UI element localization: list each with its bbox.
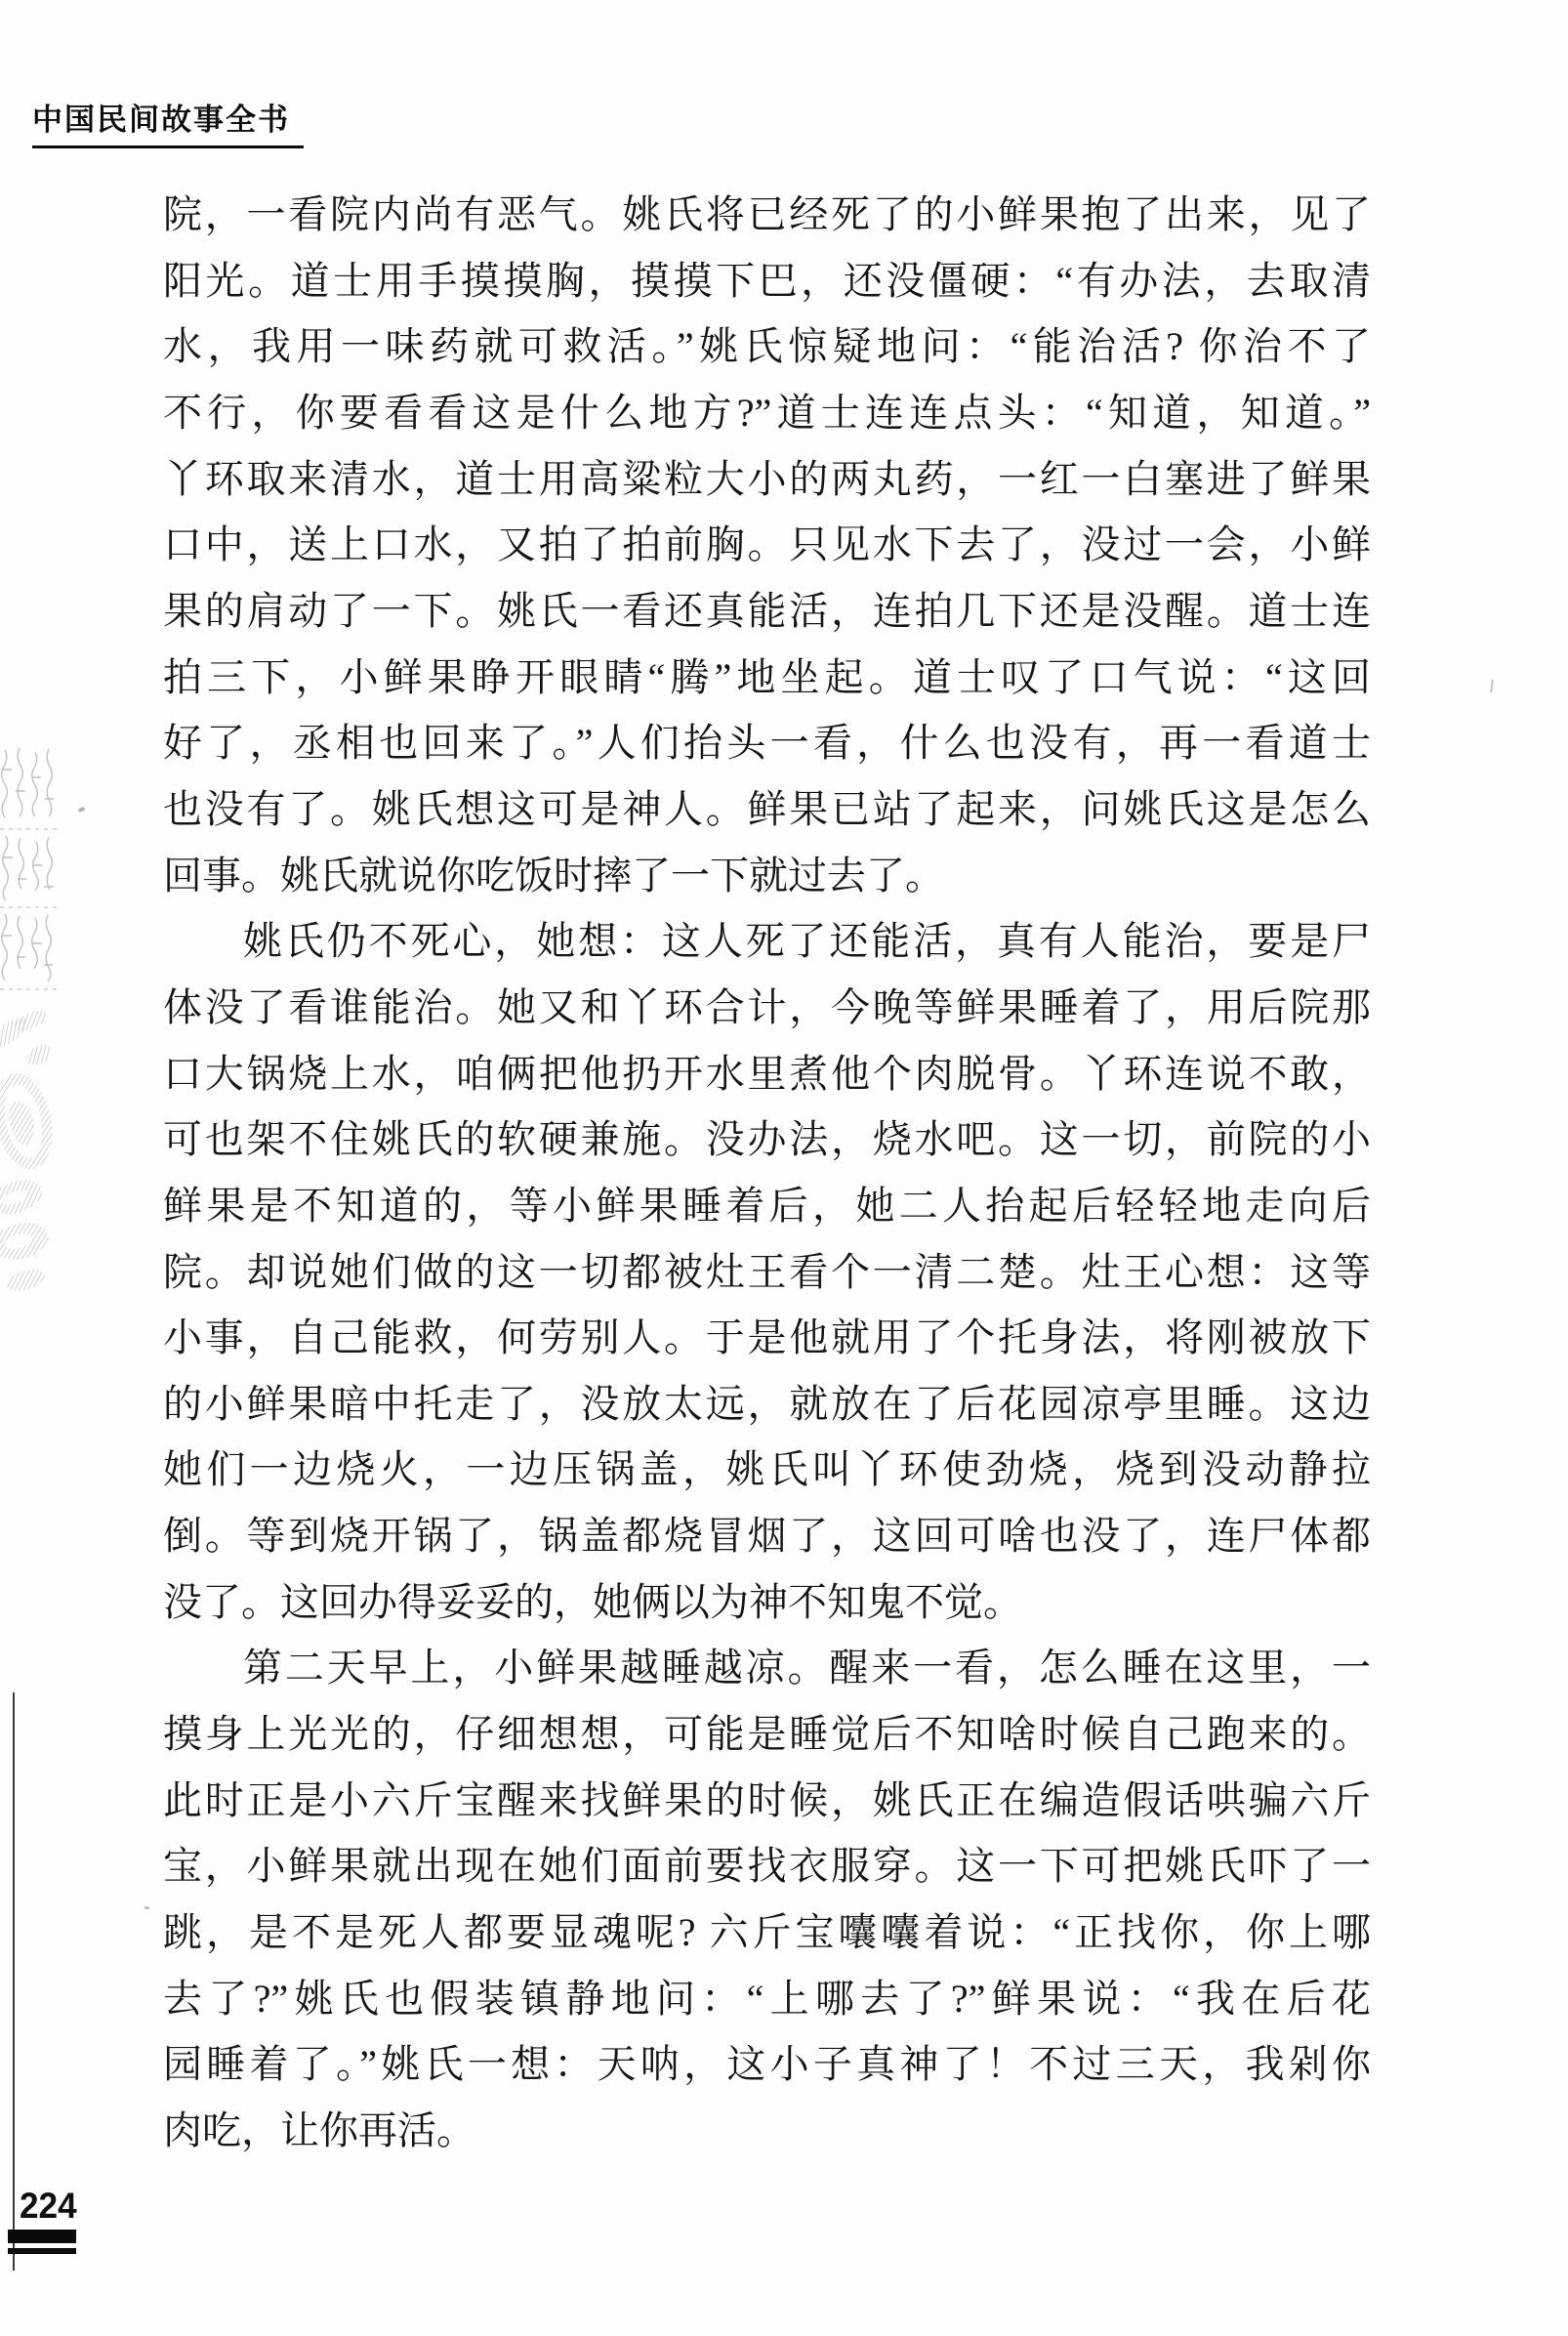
story-line: 她们一边烧火，一边压锅盖，姚氏叫丫环使劲烧，烧到没动静拉	[163, 1447, 1371, 1492]
story-line: 宝，小鲜果就出现在她们面前要找衣服穿。这一下可把姚氏吓了一	[163, 1844, 1371, 1889]
story-line: 此时正是小六斤宝醒来找鲜果的时候，姚氏正在编造假话哄骗六斤	[163, 1777, 1371, 1822]
story-line: 拍三下，小鲜果睁开眼睛“腾”地坐起。道士叹了口气说：“这回	[163, 654, 1371, 699]
story-line: 院，一看院内尚有恶气。姚氏将已经死了的小鲜果抱了出来，见了	[163, 192, 1371, 236]
story-line: 的小鲜果暗中托走了，没放太远，就放在了后花园凉亭里睡。这边	[163, 1381, 1371, 1426]
story-line: 口中，送上口水，又拍了拍前胸。只见水下去了，没过一会，小鲜	[163, 522, 1371, 567]
page-edge-line	[13, 1692, 15, 2271]
story-line: 丫环取来清水，道士用高粱粒大小的两丸药，一红一白塞进了鲜果	[163, 456, 1371, 501]
story-line: 肉吃，让你再活。	[163, 2108, 475, 2153]
footer-rule-thick	[8, 2230, 76, 2243]
story-line: 也没有了。姚氏想这可是神人。鲜果已站了起来，问姚氏这是怎么	[163, 786, 1371, 831]
story-line: 小事，自己能救，何劳别人。于是他就用了个托身法，将刚被放下	[163, 1315, 1371, 1360]
story-line: 不行，你要看看这是什么地方?”道士连连点头：“知道，知道。”	[163, 390, 1371, 435]
story-line: 去了?”姚氏也假装镇静地问：“上哪去了?”鲜果说：“我在后花	[163, 1976, 1371, 2021]
story-line: 第二天早上，小鲜果越睡越凉。醒来一看，怎么睡在这里，一	[243, 1646, 1371, 1690]
story-line: 院。却说她们做的这一切都被灶王看个一清二楚。灶王心想：这等	[163, 1249, 1371, 1294]
story-line: 好了，丞相也回来了。”人们抬头一看，什么也没有，再一看道士	[163, 721, 1371, 766]
story-line: 摸身上光光的，仔细想想，可能是睡觉后不知啥时候自己跑来的。	[163, 1712, 1371, 1757]
ink-speck	[144, 1905, 150, 1909]
book-title: 中国民间故事全书	[32, 95, 304, 148]
story-line: 回事。姚氏就说你吃饭时摔了一下就过去了。	[163, 853, 944, 897]
story-line: 没了。这回办得妥妥的，她俩以为神不知鬼不觉。	[163, 1579, 1022, 1624]
story-line: 水，我用一味药就可救活。”姚氏惊疑地问：“能治活? 你治不了	[163, 324, 1371, 369]
story-line: 可也架不住姚氏的软硬兼施。没办法，烧水吧。这一切，前院的小	[163, 1117, 1371, 1162]
story-line: 倒。等到烧开锅了，锅盖都烧冒烟了，这回可啥也没了，连尸体都	[163, 1514, 1371, 1559]
ink-speck	[1490, 680, 1494, 692]
ink-speck	[77, 807, 85, 813]
margin-watermark-graphic	[0, 740, 59, 1297]
story-line: 果的肩动了一下。姚氏一看还真能活，连拍几下还是没醒。道士连	[163, 588, 1371, 633]
story-text-block	[163, 182, 1371, 2164]
story-line: 跳，是不是死人都要显魂呢? 六斤宝囔囔着说：“正找你，你上哪	[163, 1910, 1371, 1955]
story-line: 鲜果是不知道的，等小鲜果睡着后，她二人抬起后轻轻地走向后	[163, 1183, 1371, 1228]
footer-rule-thin	[8, 2248, 76, 2254]
story-line: 姚氏仍不死心，她想：这人死了还能活，真有人能治，要是尸	[243, 919, 1371, 964]
story-line: 口大锅烧上水，咱俩把他扔开水里煮他个肉脱骨。丫环连说不敢，	[163, 1051, 1371, 1096]
story-line: 阳光。道士用手摸摸胸，摸摸下巴，还没僵硬：“有办法，去取清	[163, 258, 1371, 303]
page-number: 224	[20, 2186, 77, 2226]
story-line: 园睡着了。”姚氏一想：天呐，这小子真神了！不过三天，我剁你	[163, 2042, 1371, 2087]
story-line: 体没了看谁能治。她又和丫环合计，今晚等鲜果睡着了，用后院那	[163, 984, 1371, 1029]
